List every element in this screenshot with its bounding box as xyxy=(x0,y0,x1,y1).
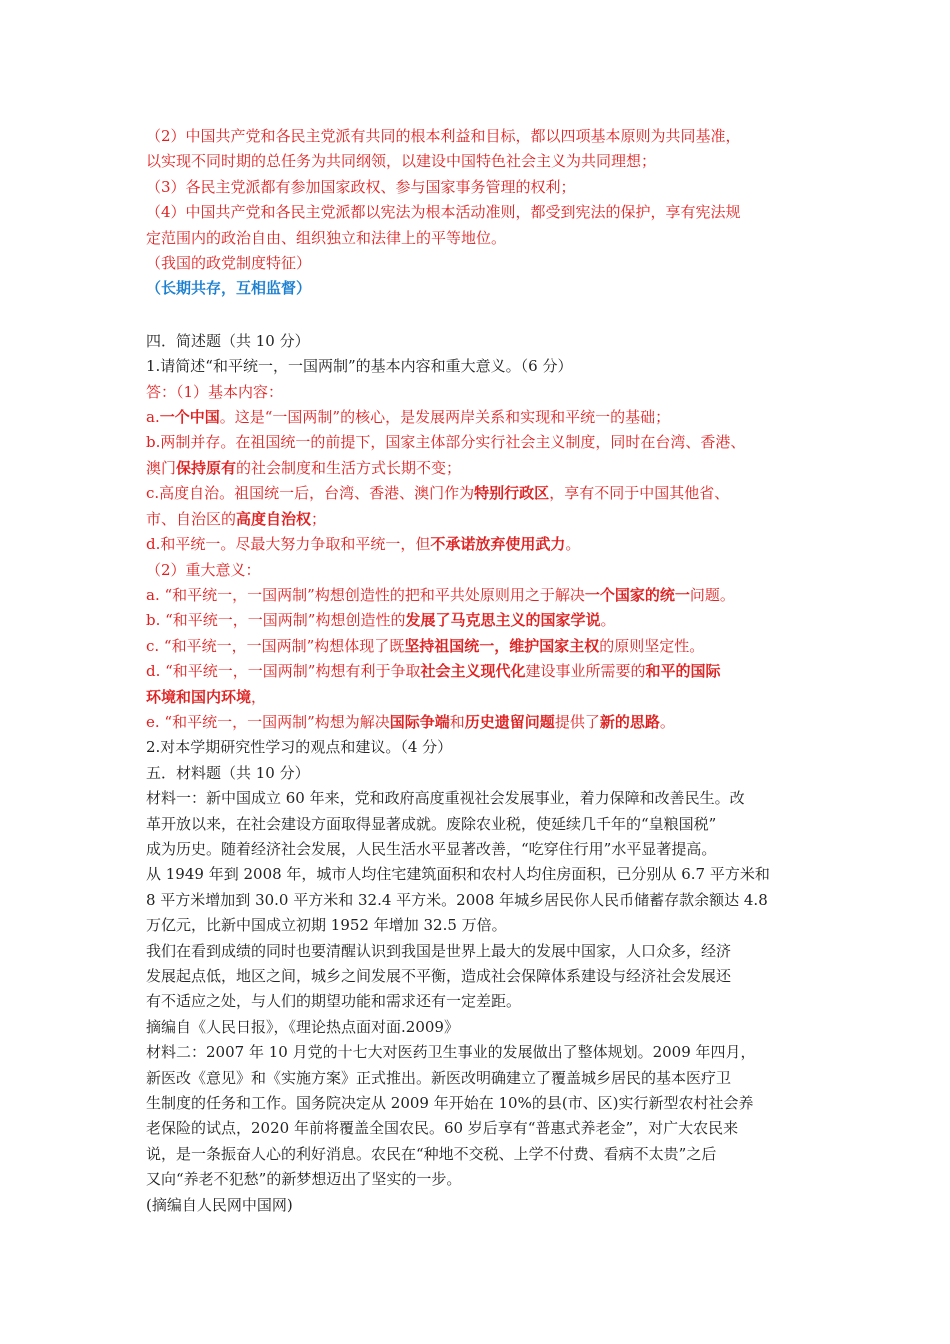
section-heading: 五．材料题（共 10 分） xyxy=(146,763,310,782)
answer-label: 答：（1）基本内容： xyxy=(146,382,284,401)
significance-item-c xyxy=(146,634,826,659)
text-run: e. “和平统一，一国两制”构想为解决 xyxy=(146,712,390,731)
text-line: 以实现不同时期的总任务为共同纲领，以建设中国特色社会主义为共同理想； xyxy=(146,152,657,171)
bold-text: 不承诺放弃使用武力 xyxy=(430,535,566,554)
significance-item-d xyxy=(146,659,826,684)
text-line: 又向“养老不犯愁”的新梦想迈出了坚实的一步。 xyxy=(146,1170,462,1189)
bold-text: 一个国家的统一 xyxy=(584,585,690,604)
text-line: 老保险的试点，2020 年前将覆盖全国农民。60 岁后享有“普惠式养老金”，对广大农民来 xyxy=(146,1119,739,1138)
text-line: （3）各民主党派都有参加国家政权、参与国家事务管理的权利； xyxy=(146,177,576,196)
text-run: 。 xyxy=(659,712,675,731)
text-line: 万亿元，比新中国成立初期 1952 年增加 32.5 万倍。 xyxy=(146,916,507,935)
section-heading: 四．简述题（共 10 分） xyxy=(146,331,310,350)
content-item-b: b.两制并存。在祖国统一的前提下，国家主体部分实行社会主义制度，同时在台湾、香港、 xyxy=(146,433,746,452)
significance-item-e xyxy=(146,710,826,735)
text-run: 建设事业所需要的 xyxy=(525,662,646,681)
content-item-c xyxy=(146,481,826,506)
text-run: 澳门 xyxy=(146,458,177,477)
bold-text: 历史遗留问题 xyxy=(464,712,555,731)
text-run: ； xyxy=(311,509,327,528)
bold-text: 环境和国内环境 xyxy=(146,687,252,706)
bold-text: 特别行政区 xyxy=(474,484,550,503)
significance-item-a xyxy=(146,583,826,608)
party-feature-highlight: （长期共存，互相监督） xyxy=(146,279,312,298)
bold-text: 一个中国 xyxy=(159,408,220,427)
text-run: 提供了 xyxy=(554,712,600,731)
section-four xyxy=(146,329,826,761)
material-two xyxy=(146,1040,826,1218)
bold-text: 和平的国际 xyxy=(645,662,721,681)
text-line: 我们在看到成绩的同时也要清醒认识到我国是世界上最大的发展中国家，人口众多，经济 xyxy=(146,941,732,960)
text-line: （2）中国共产党和各民主党派有共同的根本利益和目标，都以四项基本原则为共同基准， xyxy=(146,127,741,145)
bold-text: 国际争端 xyxy=(389,712,450,731)
material-one xyxy=(146,786,826,1040)
question-1: 1.请简述“和平统一，一国两制”的基本内容和重大意义。（6 分） xyxy=(146,357,573,376)
source-citation: (摘编自人民网中国网) xyxy=(146,1195,293,1214)
text-run: 的原则坚定性。 xyxy=(599,636,705,655)
document-page xyxy=(146,124,826,1218)
text-run: 问题。 xyxy=(689,585,735,604)
text-run: 。这是“一国两制”的核心，是发展两岸关系和实现和平统一的基础； xyxy=(219,408,671,427)
bold-text: 坚持祖国统一，维护国家主权 xyxy=(404,636,600,655)
significance-item-d-cont xyxy=(146,685,826,710)
section-five xyxy=(146,761,826,1218)
text-run: c.高度自治。祖国统一后，台湾、香港、澳门作为 xyxy=(146,484,475,503)
text-line: 材料一：新中国成立 60 年来，党和政府高度重视社会发展事业，着力保障和改善民生。改 xyxy=(146,789,745,808)
text-line: 材料二：2007 年 10 月党的十七大对医药卫生事业的发展做出了整体规划。2009 年四月， xyxy=(146,1043,756,1062)
text-run: 的社会制度和生活方式长期不变； xyxy=(236,458,462,477)
text-line: 从 1949 年到 2008 年，城市人均住宅建筑面积和农村人均住房面积，已分别从 6.7 平方米和 xyxy=(146,865,770,884)
text-line: 定范围内的政治自由、组织独立和法律上的平等地位。 xyxy=(146,228,507,247)
text-line: 成为历史。随着经济社会发展，人民生活水平显著改善，“吃穿住行用”水平显著提高。 xyxy=(146,839,717,858)
text-run: a. xyxy=(146,408,160,427)
text-run: ，享有不同于中国其他省、 xyxy=(549,484,730,503)
text-run: 市、自治区的 xyxy=(146,509,237,528)
text-run: b. “和平统一，一国两制”构想创造性的 xyxy=(146,611,406,630)
text-line: 说，是一条振奋人心的利好消息。农民在“种地不交税、上学不付费、看病不太贵”之后 xyxy=(146,1144,717,1163)
content-item-d xyxy=(146,532,826,557)
bold-text: 发展了马克思主义的国家学说 xyxy=(405,611,601,630)
significance-label: （2）重大意义： xyxy=(146,560,261,579)
text-line: 有不适应之处，与人们的期望功能和需求还有一定差距。 xyxy=(146,992,522,1011)
bold-text: 新的思路 xyxy=(599,712,660,731)
text-run: a. “和平统一，一国两制”构想创造性的把和平共处原则用之于解决 xyxy=(146,585,585,604)
text-line: （4）中国共产党和各民主党派都以宪法为根本活动准则，都受到宪法的保护，享有宪法规 xyxy=(146,203,741,222)
text-line: 新医改《意见》和《实施方案》正式推出。新医改明确建立了覆盖城乡居民的基本医疗卫 xyxy=(146,1068,732,1087)
question-2: 2.对本学期研究性学习的观点和建议。（4 分） xyxy=(146,738,453,757)
text-line: 发展起点低，地区之间，城乡之间发展不平衡，造成社会保障体系建设与经济社会发展还 xyxy=(146,967,732,985)
text-line: 革开放以来，在社会建设方面取得显著成就。废除农业税，使延续几千年的“皇粮国税” xyxy=(146,814,717,833)
party-system-answer xyxy=(146,124,826,302)
text-line: 8 平方米增加到 30.0 平方米和 32.4 平方米。2008 年城乡居民你人民币储蓄存款余额达 4.8 xyxy=(146,890,768,909)
content-item-a xyxy=(146,405,826,430)
text-run: ， xyxy=(251,687,267,706)
content-item-c-cont xyxy=(146,507,826,532)
significance-item-b xyxy=(146,608,826,633)
text-run: 。 xyxy=(565,535,581,554)
bold-text: 社会主义现代化 xyxy=(420,662,526,681)
text-run: c. “和平统一，一国两制”构想体现了既 xyxy=(146,636,405,655)
text-run: 。 xyxy=(600,611,616,630)
text-run: 和 xyxy=(449,712,465,731)
bold-text: 高度自治权 xyxy=(236,509,312,528)
text-run: d. “和平统一，一国两制”构想有利于争取 xyxy=(146,662,421,681)
text-run: d.和平统一。尽最大努力争取和平统一，但 xyxy=(146,535,431,554)
bold-text: 保持原有 xyxy=(176,458,237,477)
content-item-b-cont xyxy=(146,456,826,481)
text-line: 生制度的任务和工作。国务院决定从 2009 年开始在 10%的县(市、区)实行新型农村社会养 xyxy=(146,1094,754,1113)
source-citation: 摘编自《人民日报》，《理论热点面对面.2009》 xyxy=(146,1017,459,1036)
text-line: （我国的政党制度特征） xyxy=(146,254,312,273)
